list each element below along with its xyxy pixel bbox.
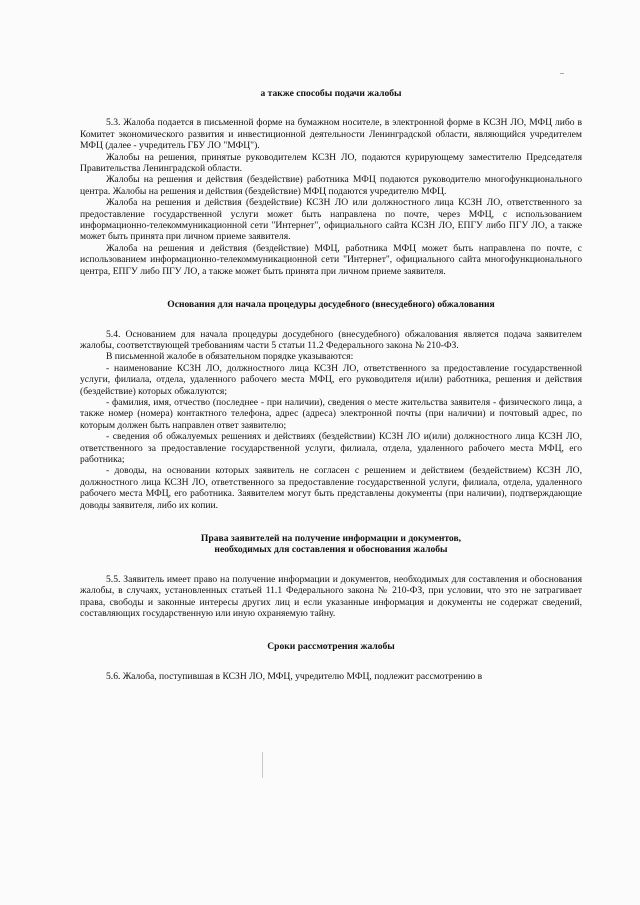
paragraph-5-5: 5.5. Заявитель имеет право на получение информации и документов, необходимых для составления и обоснования жалобы, в случаях, установленных статьей 11.1 Федерального закона № 210-ФЗ, при условии, что это не затрагивает права, свободы и законные интересы других лиц и если указанные информация и документы не содержат сведений, составляющих государственную или иную охраняемую тайну. [80, 573, 582, 620]
paragraph-complaints-mfc-worker: Жалобы на решения и действия (бездействие) работника МФЦ подаются руководителю многофункционального центра. Жалобы на решения и действия (бездействие) МФЦ подаются учредителю МФЦ. [80, 174, 582, 197]
paragraph-complaint-mfc: Жалоба на решения и действия (бездействие) МФЦ, работника МФЦ может быть направлена по почте, с использованием информационно-телекоммуникационной сети "Интернет", официального сайта многофункционального центра, ЕПГУ либо ПГУ ЛО, а также может быть принята при личном приеме заявителя. [80, 242, 582, 277]
paragraph-complaints-head: Жалобы на решения, принятые руководителем КСЗН ЛО, подаются курирующему заместителю Председателя Правительства Ленинградской области. [80, 151, 582, 175]
list-item-name: - наименование КСЗН ЛО, должностного лица КСЗН ЛО, ответственного за предоставление государственной услуги, филиала, отдела, удаленного рабочего места МФЦ, его руководителя и(или) работника, решения и действия (бездействие) которых обжалуются; [80, 362, 582, 397]
document-content [80, 88, 582, 682]
section-heading-complaint-methods: а также способы подачи жалобы [260, 88, 402, 99]
list-item-decisions: - сведения об обжалуемых решениях и действиях (бездействии) КСЗН ЛО и(или) должностного лица КСЗН ЛО, ответственного за предоставление государственной услуги, филиала, отдела, удаленного рабочего места МФЦ, его работника; [80, 431, 582, 465]
section-heading-rights-line2: необходимых для составления и обоснования жалобы [214, 544, 448, 556]
paragraph-complaint-kszn: Жалоба на решения и действия (бездействие) КСЗН ЛО или должностного лица КСЗН ЛО, ответственного за предоставление государственной услуги может быть направлена по почте, через МФЦ, с использованием информационно-телекоммуникационной сети "Интернет", официального сайта КСЗН ЛО, ЕПГУ либо ПГУ ЛО, а также может быть принята при личном приеме заявителя. [80, 197, 582, 243]
list-item-arguments: - доводы, на основании которых заявитель не согласен с решением и действием (бездействием) КСЗН ЛО, должностного лица КСЗН ЛО, ответственного за предоставление государственной услуги, филиала, отдела, удаленного рабочего места МФЦ, его работника. Заявителем могут быть представлены документы (при наличии), подтверждающие доводы заявителя, либо их копии. [80, 465, 582, 511]
section-heading-terms: Сроки рассмотрения жалобы [267, 641, 395, 653]
list-item-applicant: - фамилия, имя, отчество (последнее - при наличии), сведения о месте жительства заявителя - физического лица, а также номер (номера) контактного телефона, адрес (адреса) электронной почты (при наличии) и почтовый адрес, по которым должен быть направлен ответ заявителю; [80, 396, 582, 431]
section-heading-grounds: Основания для начала процедуры досудебного (внесудебного) обжалования [167, 299, 495, 311]
paragraph-5-3: 5.3. Жалоба подается в письменной форме на бумажном носителе, в электронной форме в КСЗН ЛО, МФЦ либо в Комитет экономического развития и инвестиционной деятельности Ленинградской области, являющийся учредителем МФЦ (далее - учредитель ГБУ ЛО "МФЦ"). [80, 117, 582, 152]
paragraph-required-items: В письменной жалобе в обязательном порядке указываются: [106, 351, 354, 363]
section-heading-rights-line1: Права заявителей на получение информации и документов, [200, 533, 462, 544]
paragraph-5-6: 5.6. Жалоба, поступившая в КСЗН ЛО, МФЦ, учредителю МФЦ, подлежит рассмотрению в [106, 670, 483, 682]
scan-speck [560, 73, 564, 74]
paragraph-5-4: 5.4. Основанием для начала процедуры досудебного (внесудебного) обжалования является подача заявителем жалобы, соответствующей требованиям части 5 статьи 11.2 Федерального закона № 210-ФЗ. [80, 328, 582, 351]
scan-artifact-line [262, 752, 263, 778]
